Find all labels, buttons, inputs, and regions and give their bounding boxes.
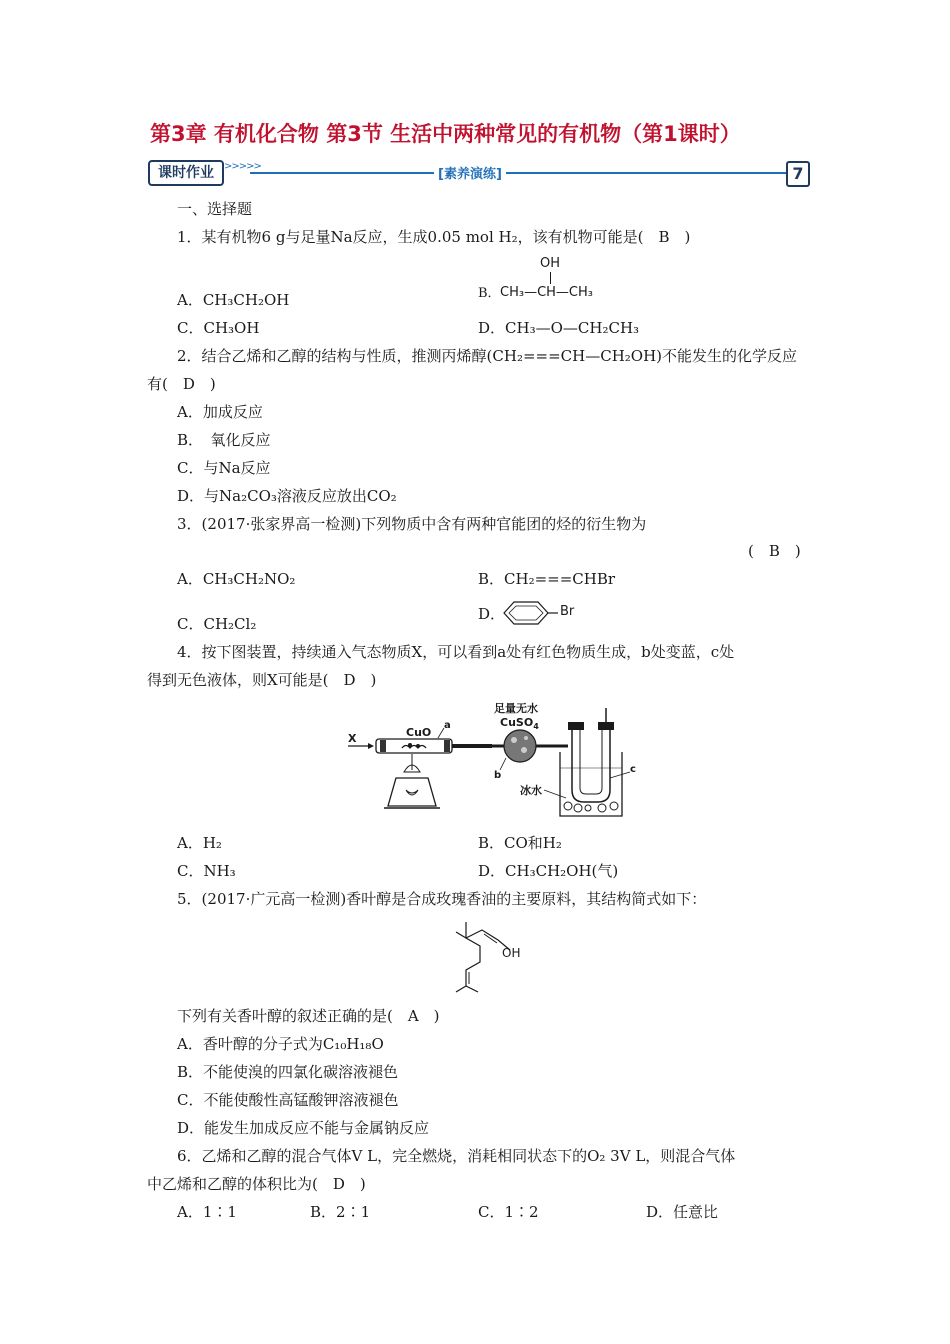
q4-option-d: D．CH₃CH₂OH(气) xyxy=(478,862,619,880)
fig-label-top1: 足量无水 xyxy=(494,702,538,715)
svg-text:CuSO4 xyxy=(500,716,539,731)
banner-center-tag: [素养演练] xyxy=(434,163,506,182)
q5-oh-label: OH xyxy=(502,946,521,960)
fig-label-top2-sub: 4 xyxy=(533,722,539,731)
q4-option-a: A．H₂ xyxy=(177,834,222,852)
banner-number-badge: 7 xyxy=(786,161,810,187)
fig-label-a: a xyxy=(444,720,451,731)
q6-option-b: B．2∶1 xyxy=(310,1203,371,1221)
q1-option-b-bond xyxy=(550,272,551,284)
q3-option-d-label: D． xyxy=(478,605,506,623)
q1-option-a: A．CH₃CH₂OH xyxy=(177,291,290,309)
apparatus-diagram xyxy=(340,698,640,822)
q6-stem-line2: 中乙烯和乙醇的体积比为( D ) xyxy=(147,1175,366,1193)
fig-label-x: X xyxy=(348,732,357,745)
banner-left-badge: 课时作业 xyxy=(148,160,224,186)
q6-option-c: C．1∶2 xyxy=(478,1203,539,1221)
fig-label-top2: CuSO xyxy=(500,716,534,729)
banner-line xyxy=(250,172,786,174)
q5-option-d: D．能发生加成反应不能与金属钠反应 xyxy=(177,1119,430,1137)
q5-lead: 下列有关香叶醇的叙述正确的是( A ) xyxy=(177,1007,440,1025)
q1-stem: 1．某有机物6 g与足量Na反应，生成0.05 mol H₂，该有机物可能是( B ) xyxy=(177,228,691,246)
fig-label-c: c xyxy=(630,764,636,775)
banner-arrows: >>>>> xyxy=(224,161,261,172)
q3-answer: ( B ) xyxy=(748,542,801,560)
q3-option-b: B．CH₂===CHBr xyxy=(478,570,616,588)
q1-option-c: C．CH₃OH xyxy=(177,319,260,337)
q5-stem: 5．(2017·广元高一检测)香叶醇是合成玫瑰香油的主要原料，其结构简式如下： xyxy=(177,890,707,908)
page-title: 第3章 有机化合物 第3节 生活中两种常见的有机物（第1课时） xyxy=(150,122,741,146)
q1-option-b-oh: OH xyxy=(540,256,561,271)
q6-option-a: A．1∶1 xyxy=(177,1203,237,1221)
fig-label-b: b xyxy=(494,770,502,781)
q4-stem-line1: 4．按下图装置，持续通入气态物质X，可以看到a处有红色物质生成，b处变蓝，c处 xyxy=(177,643,735,661)
q4-option-b: B．CO和H₂ xyxy=(478,834,562,852)
q2-option-b: B． 氧化反应 xyxy=(177,431,271,449)
q4-stem-line2: 得到无色液体，则X可能是( D ) xyxy=(147,671,377,689)
q2-option-d: D．与Na₂CO₃溶液反应放出CO₂ xyxy=(177,487,397,505)
geraniol-structure-icon xyxy=(452,916,562,996)
q4-option-c: C．NH₃ xyxy=(177,862,236,880)
q5-option-b: B．不能使溴的四氯化碳溶液褪色 xyxy=(177,1063,399,1081)
q2-stem-line2: 有( D ) xyxy=(147,375,216,393)
fig-label-cuo: CuO xyxy=(406,726,432,739)
q3-option-c: C．CH₂Cl₂ xyxy=(177,615,257,633)
q3-option-d-br: Br xyxy=(560,604,575,619)
section-heading: 一、选择题 xyxy=(177,200,253,218)
q5-option-c: C．不能使酸性高锰酸钾溶液褪色 xyxy=(177,1091,399,1109)
q2-option-a: A．加成反应 xyxy=(177,403,263,421)
q2-option-c: C．与Na反应 xyxy=(177,459,271,477)
q6-option-d: D．任意比 xyxy=(646,1203,719,1221)
q1-option-b-label: B． xyxy=(478,286,501,301)
q3-stem: 3．(2017·张家界高一检测)下列物质中含有两种官能团的烃的衍生物为 xyxy=(177,515,647,533)
q2-stem-line1: 2．结合乙烯和乙醇的结构与性质，推测丙烯醇(CH₂===CH—CH₂OH)不能发生的化学反应 xyxy=(177,347,798,365)
q5-option-a: A．香叶醇的分子式为C₁₀H₁₈O xyxy=(177,1035,384,1053)
q1-option-b-chain: CH₃—CH—CH₃ xyxy=(500,285,593,300)
q1-option-d: D．CH₃—O—CH₂CH₃ xyxy=(478,319,640,337)
fig-label-ice: 冰水 xyxy=(520,784,542,797)
q3-option-a: A．CH₃CH₂NO₂ xyxy=(177,570,296,588)
q6-stem-line1: 6．乙烯和乙醇的混合气体V L，完全燃烧，消耗相同状态下的O₂ 3V L，则混合气体 xyxy=(177,1147,736,1165)
